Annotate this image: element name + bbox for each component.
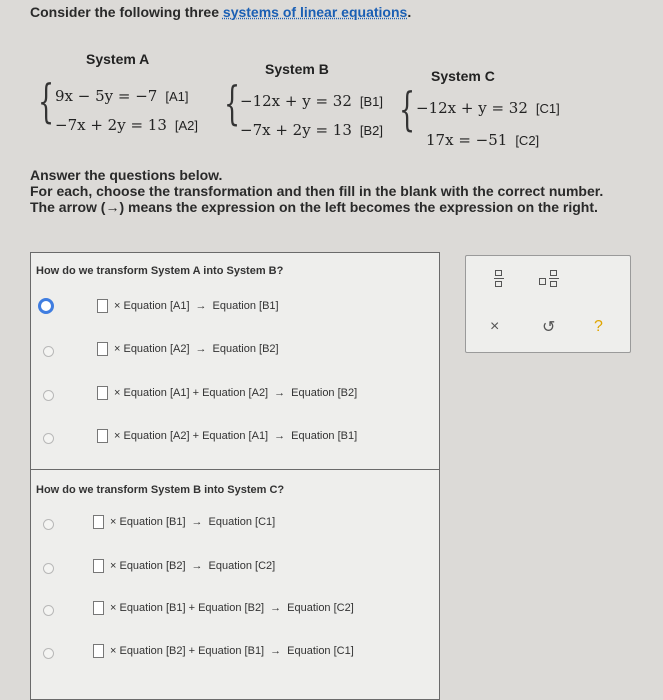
question-1-option-2 (97, 342, 279, 356)
intro-suffix: . (407, 4, 412, 20)
question-2-option-2-radio[interactable] (43, 563, 54, 574)
question-1-option-1-right: Equation [B1] (212, 300, 279, 312)
equation-a1 (55, 87, 188, 105)
question-2-option-1-radio[interactable] (43, 519, 54, 530)
equation-c1 (416, 99, 560, 117)
instructions-line-2: For each, choose the transformation and then fill in the blank with the correct number. (30, 183, 604, 199)
question-1-option-1-left: × Equation [A1] (114, 300, 190, 312)
question-1-option-4-right: Equation [B1] (291, 430, 358, 442)
instructions (30, 167, 603, 215)
help-icon[interactable]: ? (594, 318, 603, 335)
arrow-icon: → (270, 602, 282, 614)
system-a-brace: { (38, 74, 55, 128)
question-1-option-3-left: × Equation [A1] + Equation [A2] (114, 387, 269, 399)
question-2-option-3-blank[interactable] (93, 601, 104, 615)
mixed-number-icon[interactable] (550, 270, 558, 287)
equation-b2-tag: [B2] (359, 123, 384, 138)
arrow-icon: → (195, 343, 207, 355)
arrow-icon: → (191, 560, 203, 572)
intro-text (30, 4, 411, 20)
arrow-icon: → (270, 645, 282, 657)
equation-a2 (55, 116, 198, 134)
question-1-option-2-left: × Equation [A2] (114, 343, 190, 355)
system-c-title: System C (431, 68, 495, 84)
question-panel (30, 252, 440, 700)
question-1-option-4-left: × Equation [A2] + Equation [A1] (114, 430, 269, 442)
equation-b1 (240, 92, 383, 110)
question-2-option-3-radio[interactable] (43, 605, 54, 616)
equation-b2-text: −7x + 2y = 13 (240, 121, 352, 139)
clear-icon[interactable]: × (490, 318, 500, 335)
question-1-option-3 (97, 386, 357, 400)
instructions-line-3: The arrow (→) means the expression on the left becomes the expression on the right. (30, 199, 598, 215)
question-1-option-2-blank[interactable] (97, 342, 108, 356)
question-1-option-1 (97, 299, 279, 313)
question-1-option-3-blank[interactable] (97, 386, 108, 400)
mixed-number-whole-box (539, 278, 546, 285)
question-2-option-2-right: Equation [C2] (208, 560, 276, 572)
question-2-option-2-blank[interactable] (93, 559, 104, 573)
question-2-option-1-right: Equation [C1] (208, 516, 276, 528)
section-divider (31, 469, 439, 470)
question-1-option-1-blank[interactable] (97, 299, 108, 313)
question-1-option-2-right: Equation [B2] (212, 343, 279, 355)
question-2-option-3-left: × Equation [B1] + Equation [B2] (110, 602, 265, 614)
question-1-option-3-right: Equation [B2] (291, 387, 358, 399)
equation-c1-tag: [C1] (535, 101, 560, 116)
equation-c1-text: −12x + y = 32 (416, 99, 528, 117)
question-1-option-1-radio[interactable] (38, 298, 54, 314)
system-b-brace: { (224, 76, 241, 130)
question-2-prompt: How do we transform System B into System C? (36, 484, 285, 496)
question-2-option-2-left: × Equation [B2] (110, 560, 186, 572)
math-tools-palette (465, 255, 631, 353)
question-1-option-3-radio[interactable] (43, 390, 54, 401)
arrow-icon: → (274, 430, 286, 442)
arrow-icon: → (191, 516, 203, 528)
intro-prefix: Consider the following three (30, 4, 223, 20)
arrow-icon: → (195, 300, 207, 312)
question-2-option-3 (93, 601, 354, 615)
equation-a1-text: 9x − 5y = −7 (55, 87, 158, 105)
question-2-option-3-right: Equation [C2] (287, 602, 354, 614)
system-c-brace: { (399, 82, 416, 136)
equation-b1-text: −12x + y = 32 (240, 92, 352, 110)
question-2-option-4-right: Equation [C1] (287, 645, 354, 657)
question-2-option-4-blank[interactable] (93, 644, 104, 658)
question-1-prompt: How do we transform System A into System B? (36, 265, 284, 277)
question-2-option-4 (93, 644, 354, 658)
glossary-link[interactable]: systems of linear equations (222, 4, 408, 20)
fraction-icon[interactable] (495, 270, 503, 287)
undo-icon[interactable]: ↺ (542, 319, 556, 336)
system-b-title: System B (265, 61, 329, 77)
question-2-option-1-blank[interactable] (93, 515, 104, 529)
equation-a2-text: −7x + 2y = 13 (55, 116, 167, 134)
system-a-title: System A (86, 51, 150, 67)
equation-c2-text: 17x = −51 (426, 131, 508, 149)
arrow-icon: → (274, 387, 286, 399)
question-1-option-4-blank[interactable] (97, 429, 108, 443)
equation-c2 (426, 131, 539, 149)
equation-c2-tag: [C2] (515, 133, 540, 148)
question-2-option-1-left: × Equation [B1] (110, 516, 186, 528)
question-1-option-4 (97, 429, 357, 443)
equation-a2-tag: [A2] (174, 118, 199, 133)
question-1-option-2-radio[interactable] (43, 346, 54, 357)
equation-a1-tag: [A1] (165, 89, 189, 104)
question-2-option-4-left: × Equation [B2] + Equation [B1] (110, 645, 265, 657)
equation-b2 (240, 121, 383, 139)
question-1-option-4-radio[interactable] (43, 433, 54, 444)
question-2-option-4-radio[interactable] (43, 648, 54, 659)
instructions-line-1: Answer the questions below. (30, 167, 223, 183)
question-2-option-2 (93, 559, 275, 573)
question-2-option-1 (93, 515, 275, 529)
equation-b1-tag: [B1] (359, 94, 384, 109)
